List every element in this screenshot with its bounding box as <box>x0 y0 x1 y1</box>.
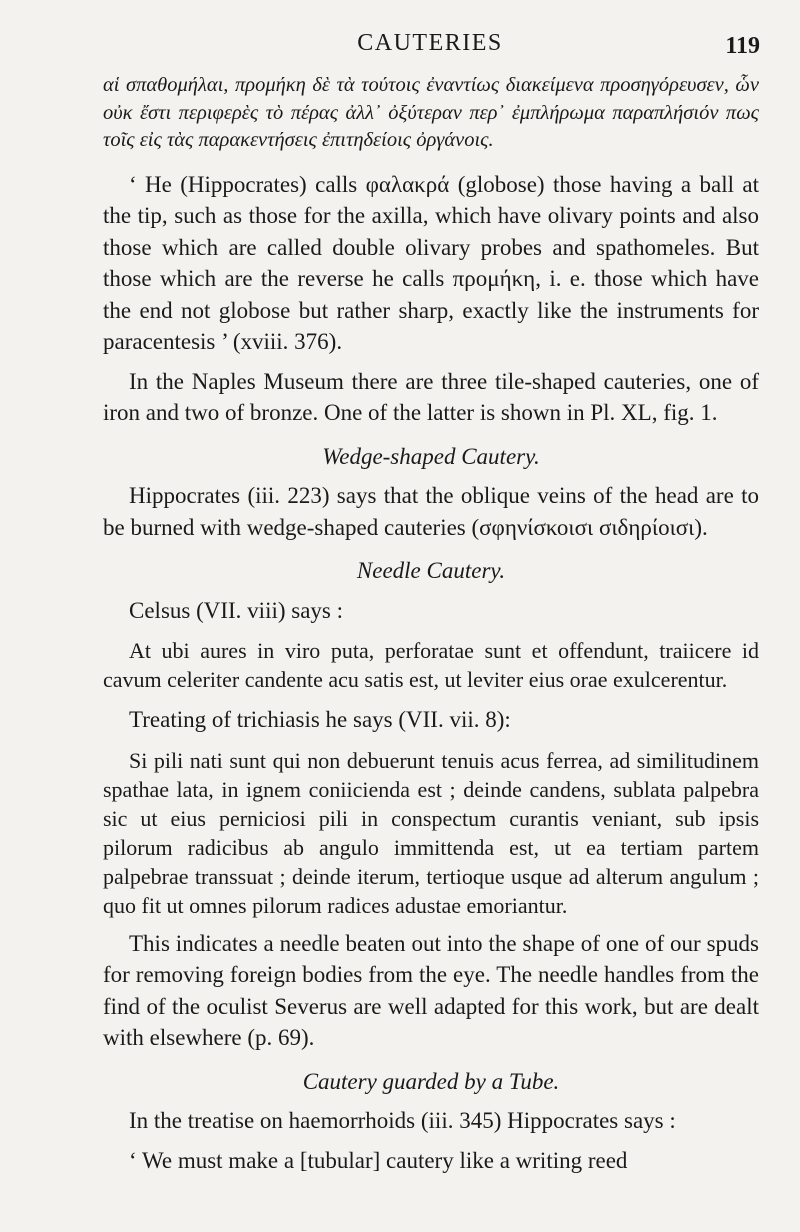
needle-interpretation-paragraph: This indicates a needle beaten out into the shape of one of our spuds for removing foreign bodies from the eye. The needle handles from the find of the oculist Severus are well adapted for this work, but are dealt with elsewhere (p. 69). <box>103 930 759 1050</box>
celsus-intro: Celsus (VII. viii) says : <box>129 597 344 623</box>
translation-paragraph: ‘ He (Hippocrates) calls φαλακρά (globose) those having a ball at the tip, such as those for the axilla, which have olivary points and also those which are called double olivary probes and spathomeles. But those which are the reverse he calls προμήκη, i. e. those which have the end not globose but rather sharp, exactly like the instruments for paracentesis ’ (xviii. 376). <box>103 171 759 354</box>
page-header <box>100 30 760 64</box>
celsus-quote-trichiasis: Si pili nati sunt qui non debuerunt tenuis acus ferrea, ad similitudinem spathae lata, in ignem coniicienda est ; deinde candens, sublata palpebra sic ut eius perniciosi pili in conspectum curantis veniant, sub ipsis pilorum radicibus ab angulo immittenda est, ut ea tertiam partem palpebrae transsuat ; deinde iterum, tertioque usque ad alterum angulum ; quo fit ut omnes pilorum radices adustae emoriantur. <box>103 747 759 918</box>
greek-quotation: αἱ σπαθομήλαι, προμήκη δὲ τὰ τούτοις ἐναντίως διακείμενα προσηγόρευσεν, ὧν οὐκ ἔστι περιφερὲς τὸ πέρας ἀλλ᾿ ὀξύτεραν περ᾿ ἐμπλήρωμα παραπλήσιόν πως τοῖς εἰς τὰς παρακεντήσεις ἐπιτηδείοις ὀργάνοις. <box>103 74 759 151</box>
celsus-quote-ears: At ubi aures in viro puta, perforatae sunt et offendunt, traiicere id cavum celeriter candente acu satis est, ut leviter eius orae exulcerentur. <box>103 638 759 692</box>
page-number: 119 <box>725 33 760 59</box>
reed-quote-start: ‘ We must make a [tubular] cautery like a writing reed <box>129 1147 628 1173</box>
haemorrhoids-paragraph: In the treatise on haemorrhoids (iii. 345) Hippocrates says : <box>129 1108 676 1133</box>
running-title: CAUTERIES <box>357 30 503 56</box>
naples-paragraph: In the Naples Museum there are three tile-shaped cauteries, one of iron and two of bronze. One of the latter is shown in Pl. XL, fig. 1. <box>103 368 759 425</box>
wedge-paragraph: Hippocrates (iii. 223) says that the oblique veins of the head are to be burned with wedge-shaped cauteries (σφηνίσκοισι σιδηρίοισι). <box>103 483 759 540</box>
trichiasis-intro: Treating of trichiasis he says (VII. vii. 8): <box>129 707 511 732</box>
section-heading-tube: Cautery guarded by a Tube. <box>302 1068 560 1094</box>
section-heading-needle: Needle Cautery. <box>356 558 506 583</box>
section-heading-wedge: Wedge-shaped Cautery. <box>322 443 540 469</box>
page-body <box>103 72 759 1176</box>
